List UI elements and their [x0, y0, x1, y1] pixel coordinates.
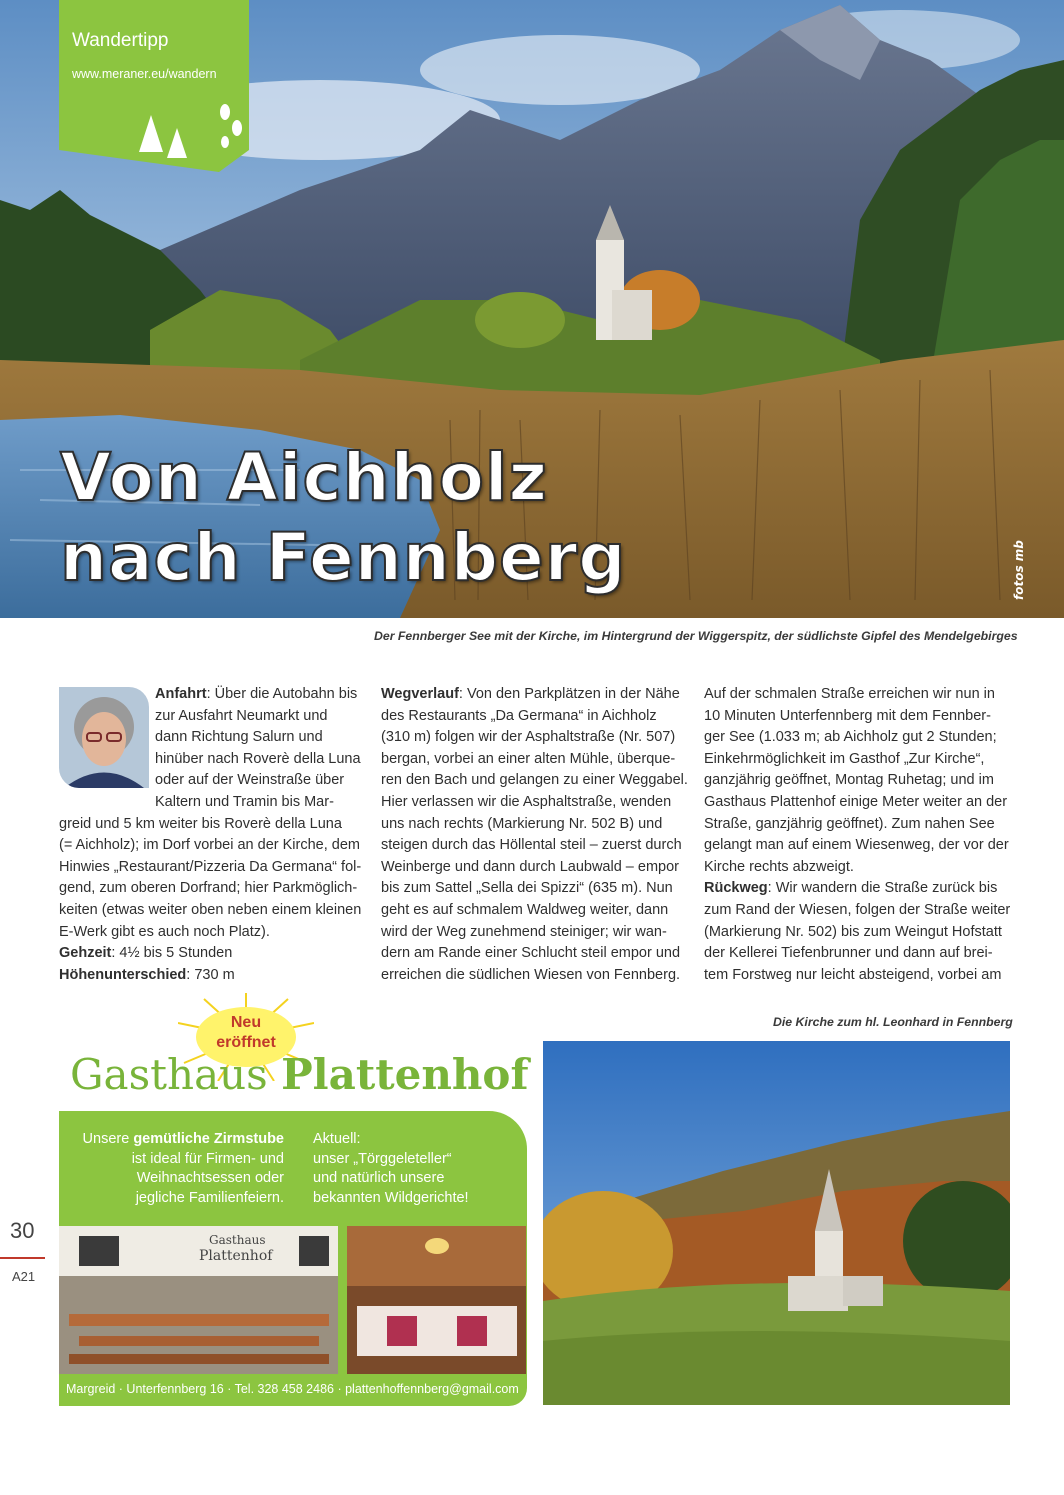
article-label: Anfahrt — [155, 686, 207, 702]
article-column-2 — [381, 684, 691, 986]
badge-line-1: Neu — [230, 1014, 262, 1031]
badge-line-2: eröffnet — [216, 1034, 276, 1051]
article-line — [704, 835, 1014, 857]
article-line — [704, 943, 1014, 965]
article-text: erreichen die südlichen Wiesen von Fennberg. — [381, 966, 681, 983]
article-text: dann Richtung Salurn und — [155, 729, 323, 746]
article-text: Straße, ganzjährig geöffnet). Zum nahen See — [704, 815, 995, 832]
article-text: ren den Bach und gelangen zu einer Weggabel. — [381, 772, 688, 789]
article-column-3 — [704, 684, 1014, 986]
article-line — [704, 922, 1014, 944]
ad-line: Weihnachtsessen oder — [136, 1170, 284, 1186]
sign-line-2: Plattenhof — [199, 1248, 273, 1264]
article-line — [704, 857, 1014, 879]
article-title — [60, 438, 627, 598]
article-text: Kaltern und Tramin bis Mar- — [155, 793, 334, 810]
ad-line: unser „Törggeleteller“ — [313, 1150, 452, 1167]
church-photo — [543, 1041, 1010, 1405]
ad-line: bekannten Wildgerichte! — [313, 1189, 469, 1206]
article-text: Auf der schmalen Straße erreichen wir nun in — [704, 686, 995, 702]
article-text: zum Rand der Wiesen, folgen der Straße weiter — [704, 901, 1011, 918]
wandertipp-tab — [59, 0, 249, 172]
article-text: gend, zum oberen Dorfrand; hier Parkmöglich- — [59, 880, 358, 897]
article-text: dern am Rande einer Schlucht steil empor und — [381, 945, 681, 962]
article-text: : Von den Parkplätzen in der Nähe — [458, 686, 680, 702]
page-code: A21 — [12, 1269, 36, 1284]
hero-caption: Der Fennberger See mit der Kirche, im Hintergrund der Wiggerspitz, der südlichste Gipfel des Mendelgebirges — [374, 629, 1018, 643]
ad-line: jegliche Familienfeiern. — [135, 1189, 284, 1206]
article-line — [704, 770, 1014, 792]
ad-text-right — [313, 1130, 513, 1208]
article-text: bis zum Sattel „Sella dei Spizzi“ (635 m). Nun — [381, 880, 673, 897]
article-line — [381, 857, 691, 879]
article-line — [381, 965, 691, 987]
article-text: uns nach rechts (Markierung Nr. 502 B) und — [381, 815, 663, 832]
article-line — [59, 900, 369, 922]
article-text: der Kellerei Tiefenbrunner und dann auf brei- — [704, 945, 993, 962]
ad-footer-contact: Margreid · Unterfennberg 16 · Tel. 328 458 2486 · plattenhoffennberg@gmail.com — [66, 1382, 519, 1396]
article-text: greid und 5 km weiter bis Roverè della Luna — [59, 815, 342, 832]
article-line — [59, 922, 369, 944]
article-line — [704, 814, 1014, 836]
article-text: geht es auf schmalem Waldweg weiter, dann — [381, 901, 669, 918]
tab-title: Wandertipp — [72, 30, 169, 51]
article-line — [155, 792, 369, 814]
ad-photo-stube — [347, 1226, 526, 1374]
article-line — [381, 814, 691, 836]
article-line — [155, 727, 369, 749]
article-text: Gasthaus Plattenhof einige Meter weiter an der — [704, 793, 1008, 810]
article-label: Rückweg — [704, 880, 768, 897]
article-text: (Markierung Nr. 502) bis zum Weingut Hofstatt — [704, 923, 1002, 940]
article-line — [59, 857, 369, 879]
ad-line: ist ideal für Firmen- und — [131, 1150, 284, 1167]
article-text: Hier verlassen wir die Asphaltstraße, wenden — [381, 793, 672, 810]
sign-line-1: Gasthaus — [209, 1233, 266, 1247]
article-line — [59, 965, 369, 987]
church-caption: Die Kirche zum hl. Leonhard in Fennberg — [773, 1015, 1013, 1029]
ad-title-plattenhof: Plattenhof — [281, 1050, 529, 1099]
article-text: : Über die Autobahn bis — [206, 686, 358, 702]
article-text: ganzjährig geöffnet, Montag Ruhetag; und im — [704, 772, 994, 789]
article-label: Wegverlauf — [381, 686, 459, 702]
article-text: Einkehrmöglichkeit im Gasthof „Zur Kirche“, — [704, 750, 985, 767]
article-line — [155, 770, 369, 792]
article-text: gelangt man auf einem Wiesenweg, der vor der — [704, 837, 1009, 854]
article-line — [704, 900, 1014, 922]
article-line — [59, 835, 369, 857]
ad-line: Aktuell: — [313, 1131, 361, 1147]
article-text: hinüber nach Roverè della Luna — [155, 750, 361, 767]
ad-text-left: Unsere gemütliche Zirmstube ist ideal für Firmen- und Weihnachtsessen oder jegliche Familienfeiern. — [66, 1130, 284, 1208]
ad-line: und natürlich unsere — [313, 1170, 445, 1186]
article-line — [381, 900, 691, 922]
article-text: 10 Minuten Unterfennberg mit dem Fennber- — [704, 707, 991, 724]
photo-credit: fotos mb — [1012, 540, 1026, 600]
article-line — [704, 727, 1014, 749]
article-line — [381, 770, 691, 792]
article-text: oder auf der Weinstraße über — [155, 772, 345, 789]
article-column-1 — [59, 684, 369, 986]
article-line — [381, 749, 691, 771]
title-line-1: Von Aichholz — [60, 439, 548, 516]
badge-text — [198, 1013, 294, 1053]
article-text: keiten (etwas weiter oben neben einem kleinen — [59, 901, 362, 918]
article-text: zur Ausfahrt Neumarkt und — [155, 707, 328, 724]
article-line — [155, 706, 369, 728]
article-line — [704, 706, 1014, 728]
article-text: steigen durch das Höllental steil – zuerst durch — [381, 837, 682, 854]
article-line — [59, 814, 369, 836]
ad-photo-terrace — [59, 1226, 338, 1374]
article-line — [704, 878, 1014, 900]
article-text: : Wir wandern die Straße zurück bis — [767, 880, 998, 897]
article-line — [704, 965, 1014, 987]
page-number-rule — [0, 1257, 45, 1259]
article-text: (310 m) folgen wir der Asphaltstraße (Nr. 507) — [381, 729, 676, 746]
article-text: bergan, vorbei an einer alten Mühle, überque- — [381, 750, 676, 767]
article-text: wird der Weg zunehmend steiniger; wir wan- — [381, 923, 667, 940]
article-line — [704, 792, 1014, 814]
article-line — [59, 943, 369, 965]
ad-title — [70, 1050, 529, 1099]
article-line — [381, 835, 691, 857]
article-label: Höhenunterschied — [59, 966, 187, 983]
ad-title-gasthaus: Gasthaus — [70, 1050, 282, 1099]
page-number: 30 — [10, 1218, 35, 1243]
article-text: des Restaurants „Da Germana“ in Aichholz — [381, 707, 657, 724]
article-text: : 4½ bis 5 Stunden — [111, 945, 233, 962]
article-line — [155, 749, 369, 771]
title-line-2: nach Fennberg — [60, 519, 627, 596]
article-text: Kirche rechts abzweigt. — [704, 858, 854, 875]
article-line — [381, 706, 691, 728]
article-line — [704, 749, 1014, 771]
article-line — [155, 684, 369, 706]
article-text: Hinwies „Restaurant/Pizzeria Da Germana“ fol- — [59, 858, 362, 875]
article-text: Weinberge und dann durch Laubwald – empor — [381, 858, 679, 875]
article-line — [59, 878, 369, 900]
article-line — [381, 684, 691, 706]
article-text: (= Aichholz); im Dorf vorbei an der Kirche, dem — [59, 837, 360, 854]
article-line — [704, 684, 1014, 706]
article-line — [381, 922, 691, 944]
article-line — [381, 943, 691, 965]
article-text: ger See (1.033 m; ab Aichholz gut 2 Stunden; — [704, 729, 997, 746]
article-text: tem Forstweg nur leicht absteigend, vorbei am — [704, 966, 1002, 983]
article-line — [381, 878, 691, 900]
article-text: : 730 m — [186, 966, 235, 983]
article-line — [381, 727, 691, 749]
article-line — [381, 792, 691, 814]
article-label: Gehzeit — [59, 945, 112, 962]
tab-url[interactable]: www.meraner.eu/wandern — [72, 67, 217, 81]
article-text: E-Werk gibt es auch noch Platz). — [59, 923, 270, 940]
